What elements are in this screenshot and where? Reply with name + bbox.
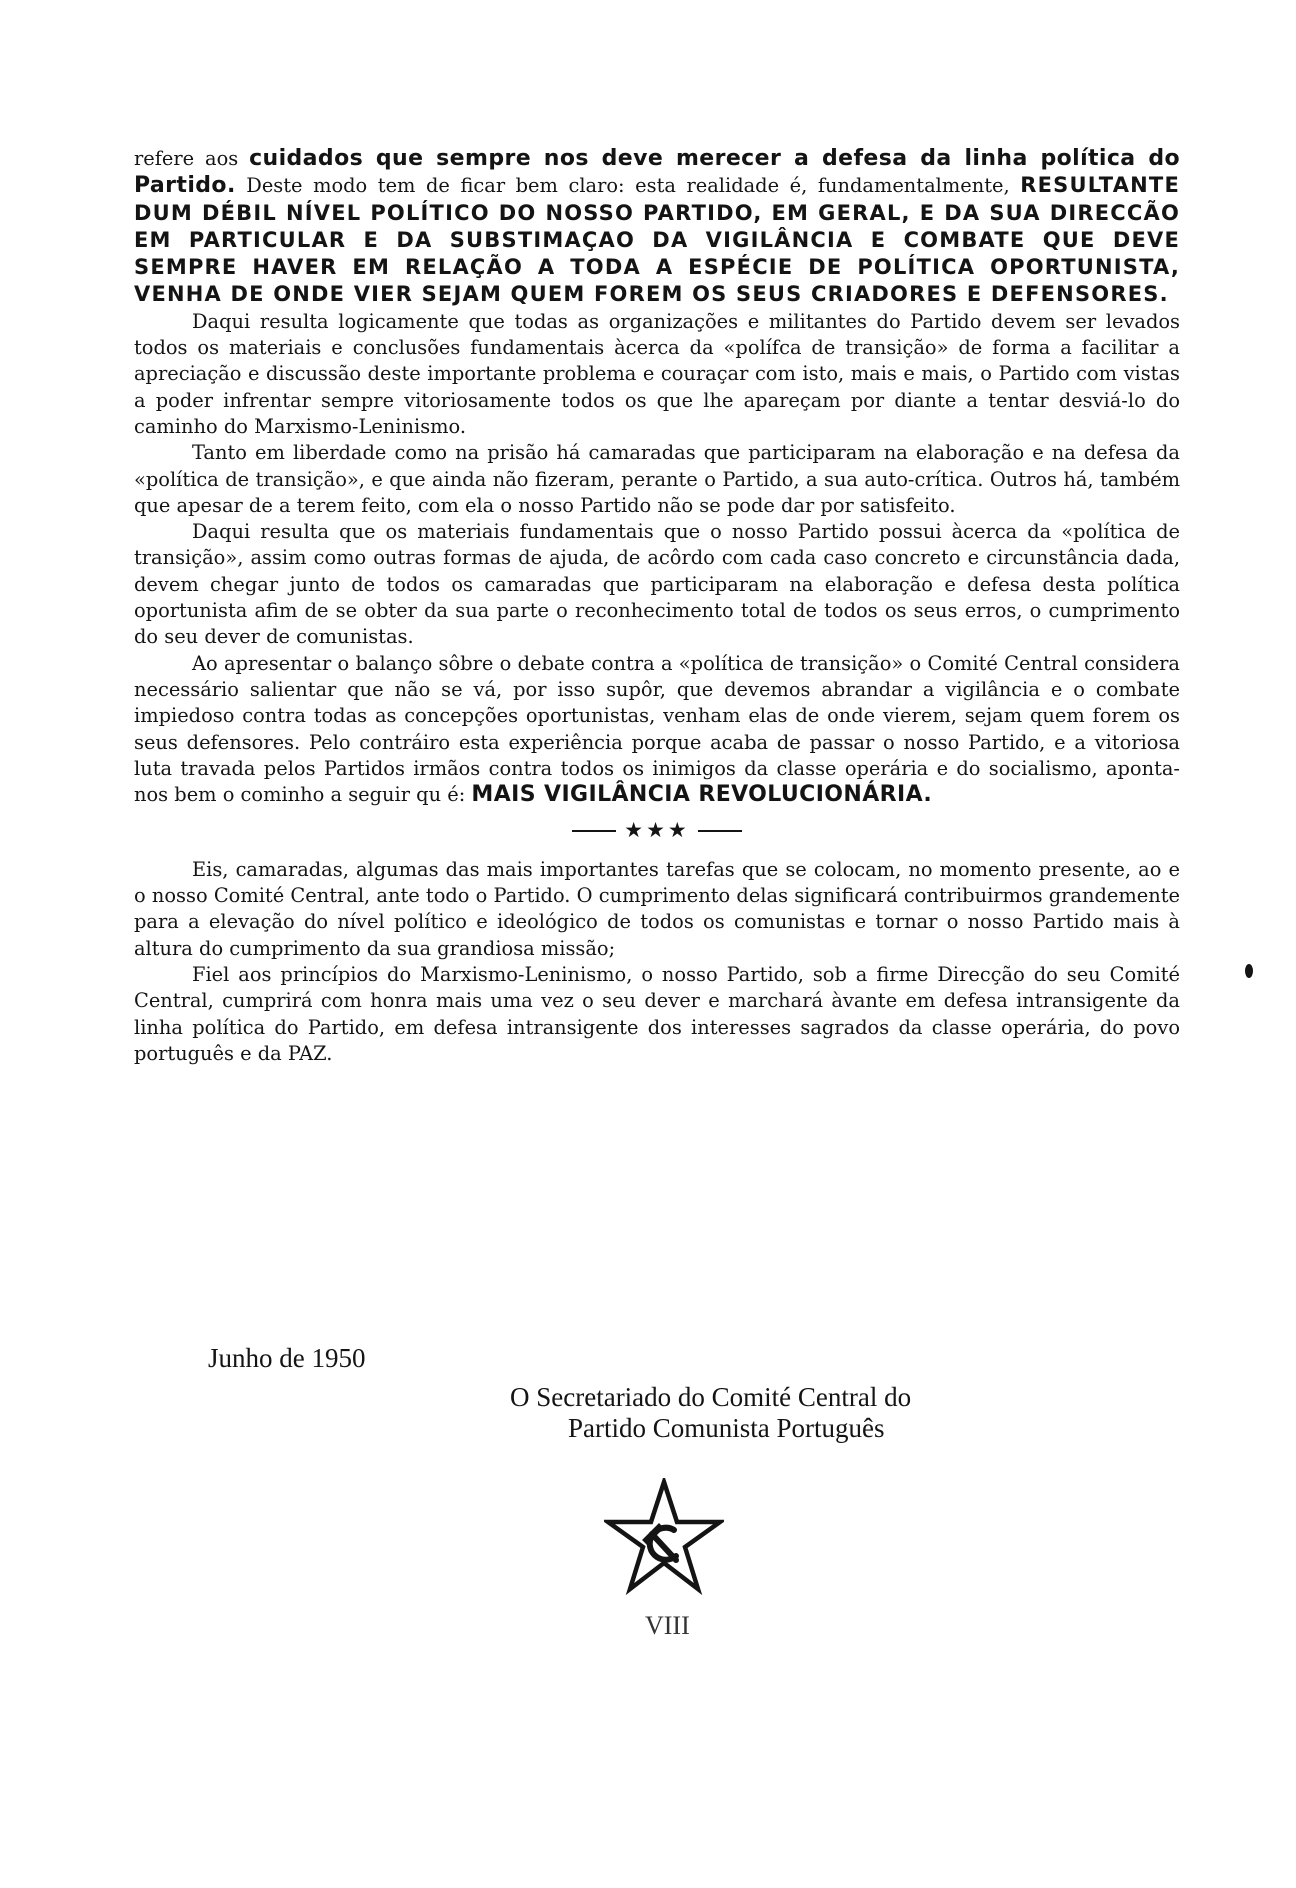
page-number: VIII bbox=[645, 1611, 690, 1640]
paragraph-6: Eis, camaradas, algumas das mais importantes tarefas que se colocam, no momento presente, ao e o nosso Comité Central, ante todo o Partido. O cumprimento delas significará contribuirmos grandemente para a elevação do nível político e ideológico de todos os comunistas e tornar o nosso Partido mais à altura do cumprimento da sua grandiosa missão; bbox=[134, 857, 1180, 960]
separator-stars: ★★★ bbox=[624, 818, 690, 843]
paragraph-1-caps: RESULTANTE DUM DÉBIL NÍVEL POLÍTICO DO NOSSO PARTIDO, EM GERAL, E DA SUA DIRECCÃO EM PARTICULAR E DA SUBSTIMAÇAO DA VIGILÂNCIA E COMBATE QUE DEVE SEMPRE HAVER EM RELAÇÃO A TODA A ESPÉCIE DE POLÍTICA OPORTUNISTA, VENHA DE ONDE VIER SEJAM QUEM FOREM OS SEUS CRIADORES E DEFENSORES. bbox=[134, 173, 1180, 307]
signature-block bbox=[510, 1382, 1070, 1444]
paragraph-4: Daqui resulta que os materiais fundamentais que o nosso Partido possui àcerca da «política de transição», assim como outras formas de ajuda, de acôrdo com cada caso concreto e circunstância dada, devem chegar junto de todos os camaradas que participaram na elaboração e defesa desta política oportunista afim de se obter da sua parte o reconhecimento total de todos os seus erros, o cumprimento do seu dever de comunistas. bbox=[134, 520, 1180, 649]
paragraph-2: Daqui resulta logicamente que todas as organizações e militantes do Partido devem ser levados todos os materiais e conclusões fundamentais àcerca da «polífca de transição» de forma a facilitar a apreciação e discussão deste importante problema e couraçar com isto, mais e mais, o Partido com vistas a poder infrentar sempre vitoriosamente todos os que lhe apareçam por diante a tentar desviá-lo do caminho do Marxismo-Leninismo. bbox=[134, 309, 1180, 438]
document-date: Junho de 1950 bbox=[208, 1343, 366, 1373]
paragraph-3: Tanto em liberdade como na prisão há camaradas que participaram na elaboração e na defesa da «política de transição», e que ainda não fizeram, perante o Partido, a sua auto-crítica. Outros há, também que apesar de a terem feito, com ela o nosso Partido não se pode dar por satisfeito. bbox=[134, 441, 1180, 517]
paragraph-1-bold: cuidados que sempre nos deve merecer a defesa da linha política do Partido. bbox=[134, 146, 1180, 199]
separator-dash-right bbox=[698, 830, 742, 832]
section-separator bbox=[134, 817, 1180, 843]
paragraph-5-bold: MAIS VIGILÂNCIA REVOLUCIONÁRIA. bbox=[471, 782, 933, 808]
signature-line-1: O Secretariado do Comité Central do bbox=[510, 1382, 912, 1412]
separator-dash-left bbox=[572, 830, 616, 832]
signature-line-2: Partido Comunista Português bbox=[568, 1413, 885, 1443]
star-hammer-sickle-icon bbox=[604, 1478, 724, 1598]
paragraph-5-text: Ao apresentar o balanço sôbre o debate contra a «política de transição» o Comité Central considera necessário salientar que não se vá, por isso supôr, que devemos abrandar a vigilância e o combate impiedoso contra todas as concepções oportunistas, venham elas de onde vierem, sejam quem forem os seus defensores. Pelo contráiro esta experiência porque acaba de passar o nosso Partido, e a vitoriosa luta travada pelos Partidos irmãos contra todos os inimigos da classe operária e do socialismo, aponta-nos bem o cominho a seguir qu é: bbox=[134, 651, 1180, 807]
ink-blot bbox=[1243, 962, 1255, 980]
paragraph-1-mid: Deste modo tem de ficar bem claro: esta realidade é, fundamentalmente, bbox=[235, 174, 1021, 198]
paragraph-1-lead: refere aos bbox=[134, 147, 250, 170]
paragraph-7: Fiel aos princípios do Marxismo-Leninismo, o nosso Partido, sob a firme Direcção do seu Comité Central, cumprirá com honra mais uma vez o seu dever e marchará àvante em defesa intransigente da linha política do Partido, em defesa intransigente dos interesses sagrados da classe operária, do povo português e da PAZ. bbox=[134, 962, 1180, 1065]
paragraph-1 bbox=[134, 146, 1180, 309]
paragraph-5 bbox=[134, 651, 1180, 809]
document-body bbox=[134, 146, 1180, 1067]
